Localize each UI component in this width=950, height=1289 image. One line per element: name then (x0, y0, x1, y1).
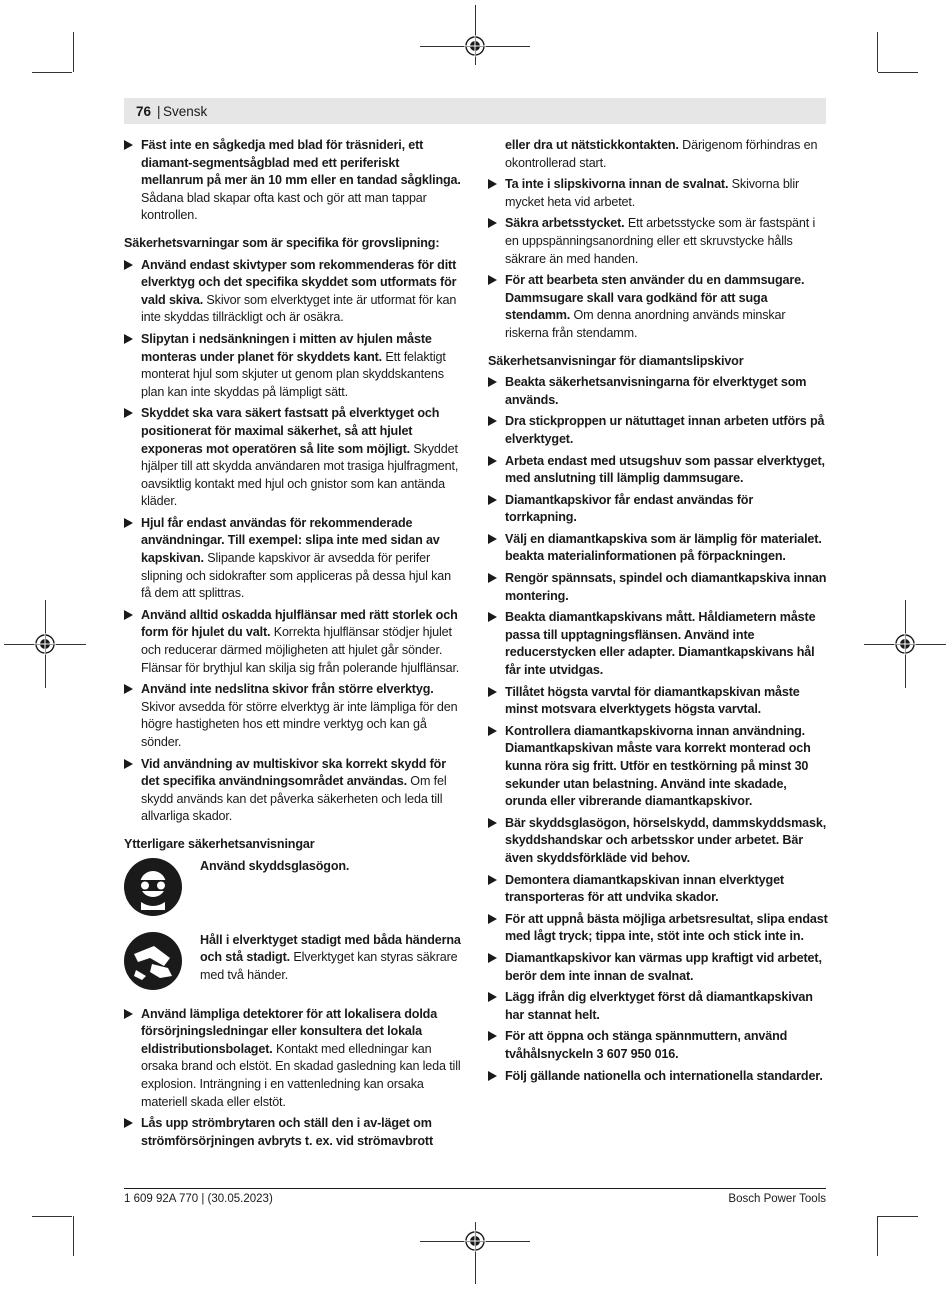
bullet-triangle-icon (488, 953, 497, 963)
crop-mark (877, 32, 878, 72)
bullet-item (488, 911, 828, 946)
section-heading: Ytterligare säkerhetsanvisningar (124, 836, 315, 851)
explanation-text: Skivorna blir mycket heta vid arbetet. (505, 177, 800, 209)
bullet-item (488, 413, 828, 448)
bold-instruction: Diamantkapskivor kan värmas upp kraftigt vid arbetet, berör dem inte innan de svalnat. (505, 950, 822, 983)
bullet-triangle-icon (488, 456, 497, 466)
explanation-text: Ett felaktigt monterat hjul som skjuter ut genom plan skyddskantens plan kan inte skyddas på lämpligt sätt. (141, 349, 446, 399)
pictogram-block (124, 858, 462, 924)
bullet-item (124, 405, 462, 511)
explanation-text: Om fel skydd används kan det påverka säkerheten och leda till allvarliga skador. (141, 774, 447, 824)
bullet-triangle-icon (124, 684, 133, 694)
explanation-text: Sådana blad skapar ofta kast och gör att man tappar kontrollen. (141, 190, 427, 223)
bullet-item (488, 872, 828, 907)
section-heading: Säkerhetsvarningar som är specifika för grovslipning: (124, 235, 440, 250)
explanation-text: Skivor som elverktyget inte är utformat för kan inte skyddas tillräckligt och är osäkra. (141, 292, 457, 325)
bullet-triangle-icon (488, 687, 497, 697)
bullet-triangle-icon (488, 726, 497, 736)
explanation-text: Elverktyget kan styras säkrare med två händer. (200, 950, 458, 982)
footer-rule (124, 1188, 826, 1189)
bullet-triangle-icon (488, 179, 497, 189)
bold-instruction: Använd skyddsglasögon. (200, 858, 350, 873)
bullet-triangle-icon (488, 875, 497, 885)
bold-instruction: Arbeta endast med utsugshuv som passar elverktyget, med anslutning till lämplig dammsugare. (505, 453, 825, 486)
bullet-item (488, 684, 828, 719)
bold-instruction: Bär skyddsglasögon, hörselskydd, dammskyddsmask, skyddshandskar och arbetsskor under arbetet. Bär även skyddsförkläde vid behov. (505, 815, 827, 865)
bold-instruction: Håll i elverktyget stadigt med båda händerna och stå stadigt. (200, 932, 461, 965)
bullet-item (488, 453, 828, 488)
safety-glasses-icon (124, 858, 182, 922)
bold-instruction: Använd inte nedslitna skivor från större elverktyg. (141, 682, 434, 697)
crop-mark (878, 72, 918, 73)
bold-instruction: Tillåtet högsta varvtal för diamantkapskivan måste minst motsvara elverktygets högsta varvtal. (505, 684, 800, 717)
bullet-item (124, 257, 462, 327)
explanation-text: Slipande kapskivor är avsedda för perifer slipning och sidokrafter som appliceras på dessa hjul kan få dem att splittras. (141, 551, 451, 601)
bullet-triangle-icon (124, 408, 133, 418)
bullet-triangle-icon (488, 1031, 497, 1041)
crop-mark (878, 1216, 918, 1217)
bold-instruction: Dra stickproppen ur nätuttaget innan arbeten utförs på elverktyget. (505, 414, 825, 446)
bold-instruction: Lås upp strömbrytaren och ställ den i av-läget om strömförsörjningen avbryts t. ex. vid strömavbrott (141, 1116, 434, 1148)
bullet-triangle-icon (488, 992, 497, 1002)
bold-instruction: Hjul får endast användas för rekommenderade användningar. Till exempel: slipa inte med sidan av kapskivan. (141, 515, 440, 566)
bullet-item (124, 756, 462, 826)
bold-instruction: Beakta diamantkapskivans mått. Håldiametern måste passa till upptagningsflänsen. Använd inte reducerstycken eller adapter. Diamantkapskivans hål får inte utvidgas. (505, 610, 816, 678)
bullet-item (124, 331, 462, 401)
explanation-text: Korrekta hjulflänsar stödjer hjulet och reducerar därmed möjligheten att hjulet går sönder. Flänsar för brythjul kan skilja sig från polerande hjulflänsar. (141, 625, 460, 675)
bold-instruction: Lägg ifrån dig elverktyget först då diamantkapskivan har stannat helt. (505, 990, 813, 1022)
crop-mark (73, 32, 74, 72)
bullet-item (488, 272, 828, 342)
explanation-text: Ett arbetsstycke som är fastspänt i en uppspänningsanordning eller ett skruvstycke hålls säkrare än med handen. (505, 216, 816, 266)
bold-instruction: Använd lämpliga detektorer för att lokalisera dolda försörjningsledningar eller konsultera det lokala eldistributionsbolaget. (141, 1006, 438, 1056)
bold-instruction: Ta inte i slipskivorna innan de svalnat. (505, 177, 729, 192)
bullet-triangle-icon (124, 260, 133, 270)
bullet-triangle-icon (124, 140, 133, 150)
bullet-triangle-icon (488, 416, 497, 426)
bullet-item (124, 1006, 462, 1112)
bullet-triangle-icon (488, 573, 497, 583)
registration-mark-icon (34, 633, 56, 655)
footer-brand: Bosch Power Tools (728, 1193, 826, 1205)
explanation-text: Om denna anordning används minskar riskerna från stendamm. (505, 308, 786, 340)
bullet-triangle-icon (124, 759, 133, 769)
right-column (488, 137, 828, 1089)
bold-instruction: För att öppna och stänga spännmuttern, använd tvåhålsnyckeln 3 607 950 016. (505, 1029, 788, 1061)
crop-mark (877, 1216, 878, 1256)
registration-mark-icon (894, 633, 916, 655)
bullet-item (488, 989, 828, 1024)
pictogram-text (200, 932, 462, 985)
bold-instruction: Fäst inte en sågkedja med blad för träsnideri, ett diamant-segmentsågblad med ett periferiskt mellanrum på mer än 10 mm eller en tandad sågklinga. (141, 138, 461, 188)
bold-instruction: eller dra ut nätstickkontakten. (505, 138, 679, 152)
bullet-triangle-icon (488, 818, 497, 828)
explanation-text: Skivor avsedda för större elverktyg är inte lämpliga för den högre hastigheten hos ett mindre verktyg och kan gå sönder. (141, 699, 458, 749)
bullet-item (488, 950, 828, 985)
bullet-item (488, 531, 828, 566)
bullet-item (124, 515, 462, 603)
bullet-item (488, 492, 828, 527)
explanation-text: Kontakt med elledningar kan orsaka brand och elstöt. En skadad gasledning kan leda till explosion. Inträngning i en vattenledning kan orsaka materiell skada eller elstöt. (141, 1041, 461, 1109)
bold-instruction: Diamantkapskivor får endast användas för torrkapning. (505, 492, 754, 525)
pictogram-text (200, 858, 462, 876)
two-hands-grip-icon (124, 932, 182, 996)
crop-mark (32, 1216, 72, 1217)
bold-instruction: Skyddet ska vara säkert fastsatt på elverktyget och positionerat för maximal säkerhet, så att hjulet exponeras mot operatören så lite som möjligt. (141, 406, 440, 456)
registration-mark-icon (464, 35, 486, 57)
bullet-triangle-icon (124, 518, 133, 528)
bullet-item (124, 681, 462, 751)
bullet-triangle-icon (488, 495, 497, 505)
continued-paragraph (488, 137, 828, 172)
bullet-item (488, 374, 828, 409)
header-separator: | (157, 104, 161, 119)
bold-instruction: Vid användning av multiskivor ska korrekt skydd för det specifika användningsområdet användas. (141, 756, 446, 789)
bullet-item (488, 723, 828, 811)
left-column (124, 137, 462, 1154)
bullet-item (488, 215, 828, 268)
crop-mark (73, 1216, 74, 1256)
bullet-item (488, 815, 828, 868)
bullet-triangle-icon (488, 612, 497, 622)
pictogram-block (124, 932, 462, 998)
page-number: 76 (136, 104, 152, 119)
registration-mark-icon (464, 1230, 486, 1252)
bullet-item (124, 137, 462, 225)
bold-instruction: Slipytan i nedsänkningen i mitten av hjulen måste monteras under planet för skyddets kant. (141, 331, 432, 364)
bullet-item (488, 1068, 828, 1086)
bullet-triangle-icon (488, 218, 497, 228)
bullet-item (488, 609, 828, 679)
bold-instruction: Följ gällande nationella och internationella standarder. (505, 1068, 823, 1083)
bullet-triangle-icon (124, 1009, 133, 1019)
bold-instruction: Använd alltid oskadda hjulflänsar med rätt storlek och form för hjulet du valt. (141, 607, 458, 640)
bullet-triangle-icon (488, 914, 497, 924)
bullet-triangle-icon (124, 334, 133, 344)
crop-mark (32, 72, 72, 73)
page-header-bar (124, 98, 826, 124)
bold-instruction: Rengör spännsats, spindel och diamantkapskiva innan montering. (505, 571, 827, 603)
bold-instruction: Säkra arbetsstycket. (505, 216, 625, 231)
bold-instruction: Använd endast skivtyper som rekommenderas för ditt elverktyg och det specifika skyddet som utformats för vald skiva. (141, 257, 457, 307)
explanation-text: Skyddet hjälper till att skydda användaren mot trasiga hjulfragment, oavsiktlig kontakt med hjul och gnistor som kan antända kläder. (141, 441, 459, 509)
bullet-item (488, 176, 828, 211)
bullet-item (488, 1028, 828, 1063)
bold-instruction: Kontrollera diamantkapskivorna innan användning. Diamantkapskivan måste vara korrekt monterad och kunna röra sig fritt. Utför en testkörning på minst 30 sekunder utan belastning. Använd inte skadade, orunda eller vibrerande diamantkapskivor. (505, 723, 811, 809)
footer-doc-id: 1 609 92A 770 | (30.05.2023) (124, 1193, 273, 1205)
section-heading: Säkerhetsanvisningar för diamantslipskivor (488, 353, 744, 368)
bold-instruction: Demontera diamantkapskivan innan elverktyget transporteras för att undvika skador. (505, 872, 784, 905)
bold-instruction: För att bearbeta sten använder du en dammsugare. Dammsugare skall vara godkänd för att suga stendamm. (505, 273, 805, 323)
bullet-item (124, 1115, 462, 1150)
bullet-triangle-icon (488, 377, 497, 387)
explanation-text: Därigenom förhindras en okontrollerad start. (505, 138, 818, 170)
header-language: Svensk (163, 104, 208, 119)
bullet-item (488, 570, 828, 605)
bold-instruction: För att uppnå bästa möjliga arbetsresultat, slipa endast med lågt tryck; tippa inte, stöt inte och stick inte in. (505, 911, 828, 944)
bullet-triangle-icon (488, 534, 497, 544)
bullet-triangle-icon (124, 610, 133, 620)
bold-instruction: Beakta säkerhetsanvisningarna för elverktyget som används. (505, 375, 807, 407)
bullet-triangle-icon (488, 1071, 497, 1081)
bullet-triangle-icon (124, 1118, 133, 1128)
bold-instruction: Välj en diamantkapskiva som är lämplig för materialet. beakta materialinformationen på förpackningen. (505, 531, 822, 564)
bullet-triangle-icon (488, 275, 497, 285)
bullet-item (124, 607, 462, 677)
